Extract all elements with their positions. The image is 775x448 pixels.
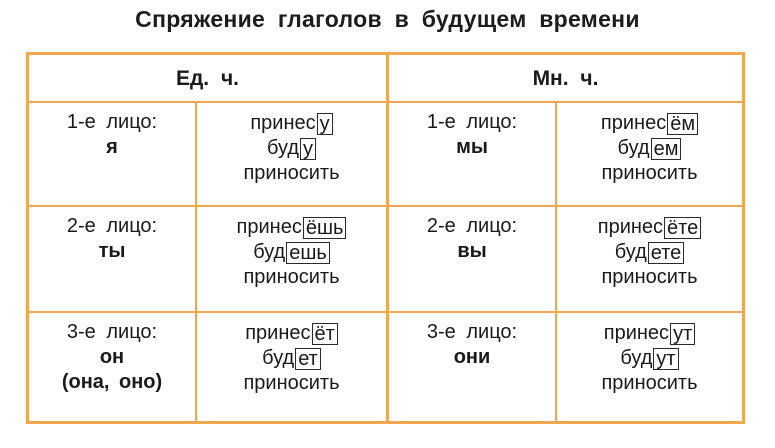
person-label: 2-е лицо: bbox=[426, 215, 518, 237]
verb-ending-box: ут bbox=[653, 348, 678, 370]
verb-form bbox=[243, 161, 339, 186]
conjugation-table bbox=[26, 52, 745, 424]
verb-form bbox=[601, 371, 697, 396]
person-cell-singular bbox=[29, 103, 197, 207]
verb-form bbox=[262, 346, 321, 371]
pronoun: я bbox=[106, 136, 118, 158]
person-label: 1-е лицо: bbox=[426, 111, 518, 133]
verb-ending-box: ете bbox=[648, 242, 685, 264]
verb-form bbox=[243, 371, 339, 396]
verb-form bbox=[601, 161, 697, 186]
verb-stem: буд bbox=[617, 137, 650, 159]
header-plural: Мн. ч. bbox=[389, 55, 742, 103]
verb-stem: буд bbox=[614, 241, 647, 263]
verb-ending-box: ёте bbox=[664, 217, 701, 239]
forms-cell-singular bbox=[197, 103, 389, 207]
verb-ending-box: ешь bbox=[286, 242, 330, 264]
verb-stem: приносить bbox=[243, 372, 340, 394]
table-title: Спряжение глаголов в будущем времени bbox=[135, 6, 640, 32]
verb-ending-box: ем bbox=[651, 138, 682, 160]
verb-stem: буд bbox=[262, 347, 295, 369]
forms-cell-singular bbox=[197, 313, 389, 421]
pronoun: мы bbox=[456, 136, 488, 158]
verb-ending-box: ёшь bbox=[303, 217, 347, 239]
verb-stem: принес bbox=[597, 216, 664, 238]
verb-stem: буд bbox=[266, 137, 300, 159]
forms-cell-plural bbox=[557, 313, 742, 421]
verb-form bbox=[615, 240, 685, 265]
person-cell-plural bbox=[389, 103, 557, 207]
verb-form bbox=[245, 321, 338, 346]
verb-form bbox=[237, 215, 347, 240]
pronoun: вы bbox=[457, 240, 487, 262]
verb-ending-box: ут bbox=[670, 323, 695, 345]
pronoun: он bbox=[99, 346, 125, 368]
verb-ending-box: ём bbox=[667, 113, 698, 135]
verb-stem: принес bbox=[245, 322, 311, 344]
header-singular: Ед. ч. bbox=[29, 55, 389, 103]
verb-ending-box: ёт bbox=[312, 323, 338, 345]
person-cell-singular bbox=[29, 313, 197, 421]
verb-form bbox=[601, 265, 697, 290]
person-label: 1-е лицо: bbox=[66, 111, 158, 133]
verb-form bbox=[267, 136, 316, 161]
verb-ending-box: у bbox=[300, 138, 316, 160]
verb-stem: принес bbox=[236, 216, 302, 238]
verb-form bbox=[253, 240, 330, 265]
person-label: 3-е лицо: bbox=[426, 321, 518, 343]
person-cell-plural bbox=[389, 207, 557, 313]
verb-ending-box: у bbox=[317, 113, 333, 135]
verb-stem: принес bbox=[600, 112, 667, 134]
verb-stem: приносить bbox=[601, 372, 698, 394]
verb-ending-box: ет bbox=[295, 348, 321, 370]
verb-stem: принес bbox=[603, 322, 670, 344]
verb-stem: буд bbox=[253, 241, 286, 263]
verb-stem: принес bbox=[250, 112, 316, 134]
verb-stem: приносить bbox=[243, 266, 340, 288]
forms-cell-plural bbox=[557, 207, 742, 313]
pronoun: (она, оно) bbox=[61, 371, 163, 393]
pronoun: ты bbox=[98, 240, 126, 262]
person-cell-singular bbox=[29, 207, 197, 313]
forms-cell-plural bbox=[557, 103, 742, 207]
person-label: 3-е лицо: bbox=[66, 321, 158, 343]
pronoun: они bbox=[453, 346, 491, 368]
forms-cell-singular bbox=[197, 207, 389, 313]
verb-form bbox=[604, 321, 695, 346]
verb-form bbox=[250, 111, 332, 136]
verb-form bbox=[243, 265, 339, 290]
verb-stem: приносить bbox=[243, 162, 340, 184]
verb-form bbox=[601, 111, 698, 136]
verb-form bbox=[598, 215, 701, 240]
verb-stem: приносить bbox=[601, 266, 698, 288]
person-cell-plural bbox=[389, 313, 557, 421]
verb-form bbox=[620, 346, 678, 371]
verb-stem: приносить bbox=[601, 162, 698, 184]
person-label: 2-е лицо: bbox=[66, 215, 158, 237]
verb-stem: буд bbox=[620, 347, 653, 369]
verb-form bbox=[618, 136, 682, 161]
